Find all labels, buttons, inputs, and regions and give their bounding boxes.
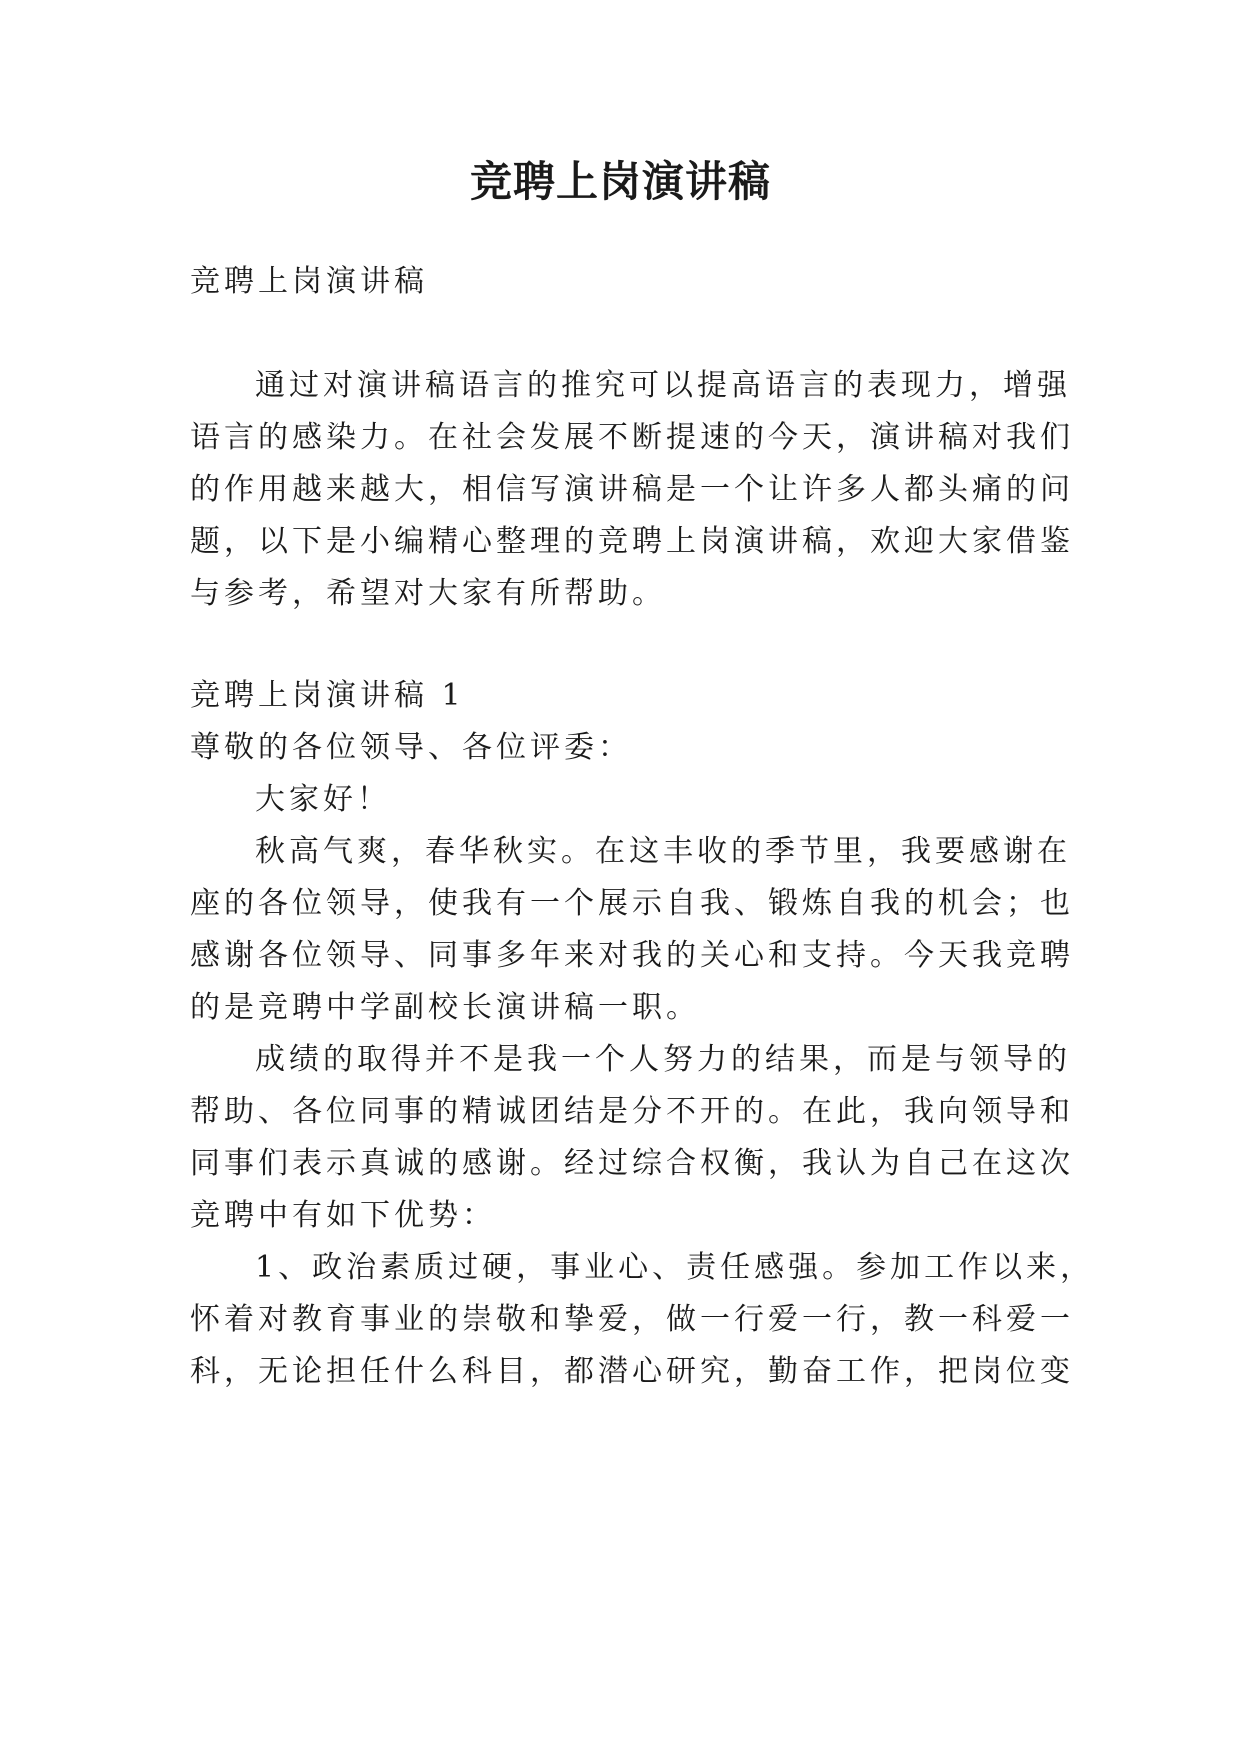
body-line: 同事们表示真诚的感谢。经过综合权衡，我认为自己在这次 [190,1146,1074,1181]
body-line: 感谢各位领导、同事多年来对我的关心和支持。今天我竞聘 [190,938,1074,973]
body-line: 竞聘中有如下优势： [190,1198,496,1233]
section-heading: 竞聘上岗演讲稿 1 [190,678,465,713]
body-line: 科，无论担任什么科目，都潜心研究，勤奋工作，把岗位变 [190,1354,1074,1389]
intro-line: 与参考，希望对大家有所帮助。 [190,576,666,611]
body-line: 怀着对教育事业的崇敬和挚爱，做一行爱一行，教一科爱一 [190,1302,1074,1337]
document-title: 竞聘上岗演讲稿 [469,157,771,206]
document-subtitle: 竞聘上岗演讲稿 [190,264,428,299]
greeting: 大家好！ [255,782,391,817]
intro-line: 语言的感染力。在社会发展不断提速的今天，演讲稿对我们 [190,420,1074,455]
body-line: 帮助、各位同事的精诚团结是分不开的。在此，我向领导和 [190,1094,1074,1129]
body-line: 1、政治素质过硬，事业心、责任感强。参加工作以来， [255,1250,1095,1285]
body-line: 秋高气爽，春华秋实。在这丰收的季节里，我要感谢在 [255,834,1071,869]
body-line: 成绩的取得并不是我一个人努力的结果，而是与领导的 [255,1042,1071,1077]
salutation: 尊敬的各位领导、各位评委： [190,730,632,765]
intro-line: 的作用越来越大，相信写演讲稿是一个让许多人都头痛的问 [190,472,1074,507]
intro-line: 题，以下是小编精心整理的竞聘上岗演讲稿，欢迎大家借鉴 [190,524,1074,559]
body-line: 的是竞聘中学副校长演讲稿一职。 [190,990,700,1025]
body-line: 座的各位领导，使我有一个展示自我、锻炼自我的机会；也 [190,886,1074,921]
intro-line: 通过对演讲稿语言的推究可以提高语言的表现力，增强 [255,368,1071,403]
